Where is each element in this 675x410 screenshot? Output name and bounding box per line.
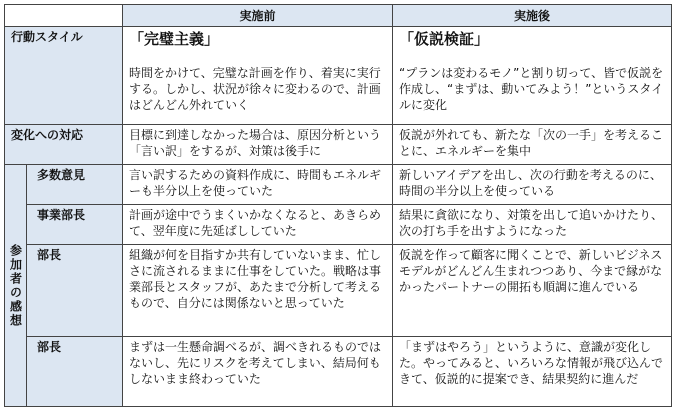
participant-before: 計画が途中でうまくいかなくなると、あきらめて、翌年度に先延ばししていた xyxy=(123,205,393,245)
header-row xyxy=(5,5,672,27)
participant-after: 仮説を作って顧客に聞くことで、新しいビジネスモデルがどんどん生まれつつあり、今まで縁がなかったパートナーの開拓も順調に進んでいる xyxy=(393,245,672,337)
style-before-title: 「完璧主義」 xyxy=(129,30,220,48)
cell-style-after xyxy=(393,27,672,125)
participant-after: 新しいアイデアを出し、次の行動を考えるのに、時間の半分以上を使っている xyxy=(393,165,672,205)
table-row xyxy=(5,205,672,245)
table-row xyxy=(5,165,672,205)
table-row xyxy=(5,245,672,337)
participant-role: 事業部長 xyxy=(27,205,123,245)
style-before-text: 時間をかけて、完璧な計画を作り、着実に実行する。しかし、状況が徐々に変わるので、計画はどんどん外れていく xyxy=(129,66,381,112)
participant-before: 組織が何を目指すか共有していないまま、忙しさに流されるままに仕事をしていた。戦略は事業部長とスタッフが、あたまで分析して考えるもので、自分には関係ないと思っていた xyxy=(123,245,393,337)
header-before: 実施前 xyxy=(123,5,393,27)
participant-before: まずは一生懸命調べるが、調べきれるものではないし、先にリスクを考えてしまい、結局何もしないまま終わっていた xyxy=(123,337,393,407)
participant-role: 部長 xyxy=(27,245,123,337)
participant-after: 「まずはやろう」というように、意識が変化した。やってみると、いろいろな情報が飛び込んできて、仮説的に提案でき、結果契約に進んだ xyxy=(393,337,672,407)
header-after: 実施後 xyxy=(393,5,672,27)
row-behavior-style xyxy=(5,27,672,125)
cell-change-after: 仮説が外れても、新たな「次の一手」を考えることに、エネルギーを集中 xyxy=(393,125,672,165)
participant-before: 言い訳するための資料作成に、時間もエネルギーも半分以上を使っていた xyxy=(123,165,393,205)
participant-after: 結果に貪欲になり、対策を出して追いかけたり、次の打ち手を出すようになった xyxy=(393,205,672,245)
cell-style-before xyxy=(123,27,393,125)
table-row xyxy=(5,337,672,407)
cell-change-before: 目標に到達しなかった場合は、原因分析という「言い訳」をするが、対策は後手に xyxy=(123,125,393,165)
row-label-change-response: 変化への対応 xyxy=(5,125,123,165)
row-label-behavior-style: 行動スタイル xyxy=(5,27,123,125)
row-change-response xyxy=(5,125,672,165)
participant-role: 部長 xyxy=(27,337,123,407)
header-blank-cell xyxy=(5,5,123,27)
style-after-title: 「仮説検証」 xyxy=(399,30,490,48)
style-after-text: “プランは変わるモノ”と割り切って、皆で仮説を作成し、“まずは、動いてみよう！”というスタイルに変化 xyxy=(399,66,664,112)
comparison-table xyxy=(4,4,672,407)
participant-role: 多数意見 xyxy=(27,165,123,205)
participants-label: 参加者の感想 xyxy=(5,165,27,407)
